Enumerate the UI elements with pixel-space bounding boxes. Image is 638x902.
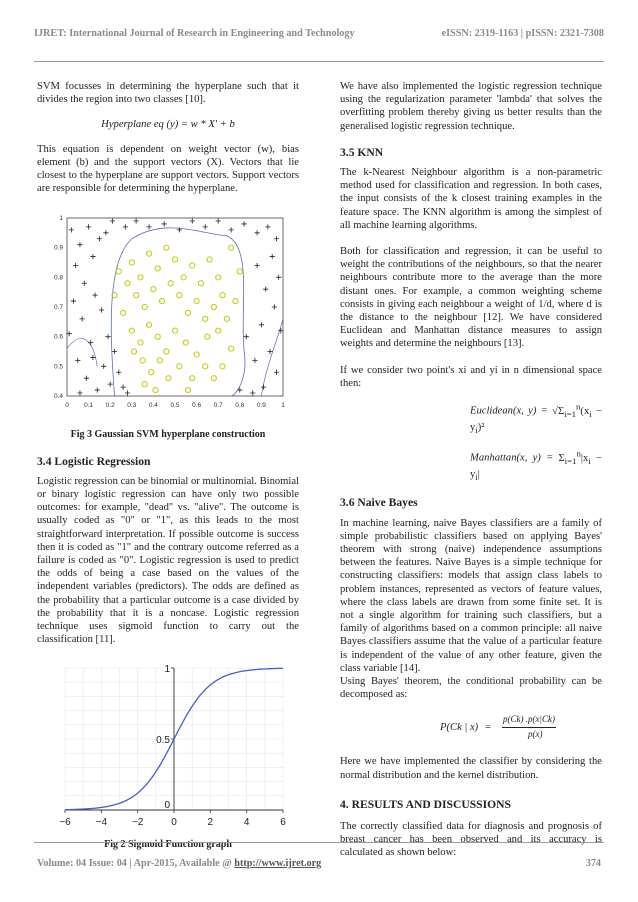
sigmoid-x-tick-label: −6 [59, 817, 71, 829]
page-header [34, 28, 604, 39]
svm-x-tick-label: 0.6 [192, 402, 202, 410]
naive-bayes-paragraph: In machine learning, naive Bayes classifiers are a family of simple probabilistic classifiers based on applying Bayes' theorem with strong (naive) independence assumptions between the features. Naive Bayes is a simple technique for constructing classifiers: models that assign class labels to problem instances, represented as vectors of feature values, where the class labels are drawn from some finite set. It is not a single algorithm for training such classifiers, but a family of algorithms based on a common principle: all naive Bayes classifiers assume that the value of a particular feature is independent of the value of any other feature, given the class variable [14]. [340, 517, 602, 674]
svm-y-tick-label: 0.6 [53, 334, 63, 342]
bayes-equals: = [485, 722, 491, 734]
svm-plot-frame [67, 218, 283, 396]
page-number: 374 [585, 858, 601, 869]
sigmoid-x-tick-label: −2 [131, 817, 144, 829]
bayes-lhs: P(Ck | x) [440, 722, 479, 734]
footer-rule [34, 842, 604, 843]
section-3-5-heading: 3.5 KNN [340, 145, 384, 159]
distance-intro-paragraph: If we consider two point's xi and yi in n dimensional space then: [340, 364, 602, 389]
section-4-heading: 4. RESULTS AND DISCUSSIONS [340, 797, 511, 811]
euclidean-lhs: Euclidean(x, y) = [470, 405, 548, 417]
manhattan-equation: Manhattan(x, $y) = \Sigma_{i=1}^n|x_i - y_i|$ [470, 448, 602, 483]
sigmoid-x-tick-label: 2 [207, 817, 214, 829]
svm-x-tick-label: 0.4 [148, 402, 158, 410]
footer-url-link[interactable]: http://www.ijret.org [234, 858, 322, 869]
svm-x-tick-label: 1 [281, 402, 285, 410]
euclidean-equation: Euclidean(x, $y) = √\Sigma_{i=1}^n(x_i - y_i)^2$ [470, 401, 602, 436]
bayes-theorem-paragraph: Using Bayes' theorem, the conditional probability can be decomposed as: [340, 676, 602, 701]
svm-x-tick-label: 0.1 [84, 402, 94, 410]
section-3-4-heading: 3.4 Logistic Regression [37, 454, 151, 468]
svm-x-tick-label: 0.8 [235, 402, 245, 410]
results-paragraph: The correctly classified data for diagnosis and prognosis of breast cancer has been observed and its accuracy is calculated as shown below: [340, 821, 602, 859]
sigmoid-y-tick-label: 0 [164, 800, 170, 812]
sigmoid-x-tick-label: 0 [171, 817, 177, 829]
sigmoid-y-tick-label: 0.5 [156, 735, 170, 747]
svm-y-tick-label: 0.8 [53, 274, 63, 282]
fig2-caption: Fig 2 Sigmoid Function graph [104, 839, 232, 851]
sigmoid-x-tick-label: 6 [280, 817, 286, 829]
fig3-caption: Fig 3 Gaussian SVM hyperplane construction [70, 429, 266, 441]
svm-scatter-plot [37, 212, 299, 422]
bayes-equation [340, 713, 602, 743]
svm-y-tick-label: 0.9 [53, 245, 63, 253]
svm-y-tick-label: 0.7 [53, 304, 63, 312]
implementation-paragraph: Here we have implemented the classifier by considering the normal distribution and the kernel distribution. [340, 756, 602, 781]
svm-x-tick-label: 0.3 [127, 402, 137, 410]
svm-x-tick-label: 0.9 [256, 402, 266, 410]
issn: eISSN: 2319-1163 | pISSN: 2321-7308 [441, 28, 604, 39]
sigmoid-plot [37, 658, 299, 833]
bayes-denominator: p(x) [528, 729, 543, 740]
knn-weighting-paragraph: Both for classification and regression, it can be useful to weight the contributions of the neighbours, so that the nearer neighbours contribute more to the average than the more distant ones. For example, a common weighting scheme consists in giving each neighbour a weight of 1/d, where d is the distance to the neighbour [12]. We have considered Euclidean and Manhattan distance measures to assign weights and determine the neighbours [13]. [340, 246, 602, 350]
journal-title: IJRET: International Journal of Research in Engineering and Technology [34, 28, 355, 39]
footer-volume: Volume: 04 Issue: 04 | Apr-2015, Available @ [37, 858, 232, 869]
svm-x-tick-label: 0.2 [105, 402, 115, 410]
svm-y-tick-label: 0.4 [53, 393, 63, 401]
sigmoid-x-tick-label: 4 [243, 817, 250, 829]
section-3-6-heading: 3.6 Naive Bayes [340, 496, 418, 510]
regularization-paragraph: We have also implemented the logistic regression technique using the regularization parameter 'lambda' that solves the overfitting problem thereby giving us better results than the generalised logistic regression technique. [340, 81, 602, 132]
sigmoid-x-tick-label: −4 [95, 817, 108, 829]
manhattan-lhs: Manhattan(x, y) = [470, 452, 554, 464]
svm-y-tick-label: 1 [59, 215, 63, 223]
header-rule [34, 61, 604, 62]
logistic-regression-paragraph: Logistic regression can be binomial or multinomial. Binomial or binary logistic regression can have only two possible outcomes: for example, "dead" vs. "alive". The outcome is usually coded as "0" or "1", as this leads to the most straightforward interpretation. If possible outcome is success then it is coded as "1" and the contrary outcome referred as a failure is coded as "0". Logistic regression is used to predict the odds of being a case based on the values of the independent variables (predictors). The odds are defined as the probability that a particular outcome is a case divided by the probability that it is a noncase. Logistic regression technique uses sigmoid function to carry out the classification [11]. [37, 475, 299, 646]
page-footer [37, 858, 601, 869]
sigmoid-y-tick-label: 1 [164, 664, 170, 676]
hyperplane-equation: Hyperplane eq (y) = w * X' + b [101, 119, 235, 131]
bayes-numerator: p(Ck) .p(x|Ck) [502, 713, 556, 727]
knn-paragraph: The k-Nearest Neighbour algorithm is a non-parametric method used for classification and regression. In both cases, the input consists of the k closest training examples in the feature space. The KNN algorithm is among the simplest of all machine learning algorithms. [340, 167, 602, 231]
svm-support-paragraph: This equation is dependent on weight vector (w), bias element (b) and the support vectors (X). Vectors that lie closest to the hyperplane are support vectors. Support vectors are responsible for determining the hyperplane. [37, 143, 299, 195]
svm-y-tick-label: 0.5 [53, 363, 63, 371]
svm-paragraph: SVM focusses in determining the hyperplane such that it divides the region into two classes [10]. [37, 81, 299, 106]
svm-x-tick-label: 0.5 [170, 402, 180, 410]
right-column [340, 80, 602, 860]
svm-x-tick-label: 0.7 [213, 402, 223, 410]
left-column [37, 80, 299, 852]
svm-x-tick-label: 0 [65, 402, 69, 410]
